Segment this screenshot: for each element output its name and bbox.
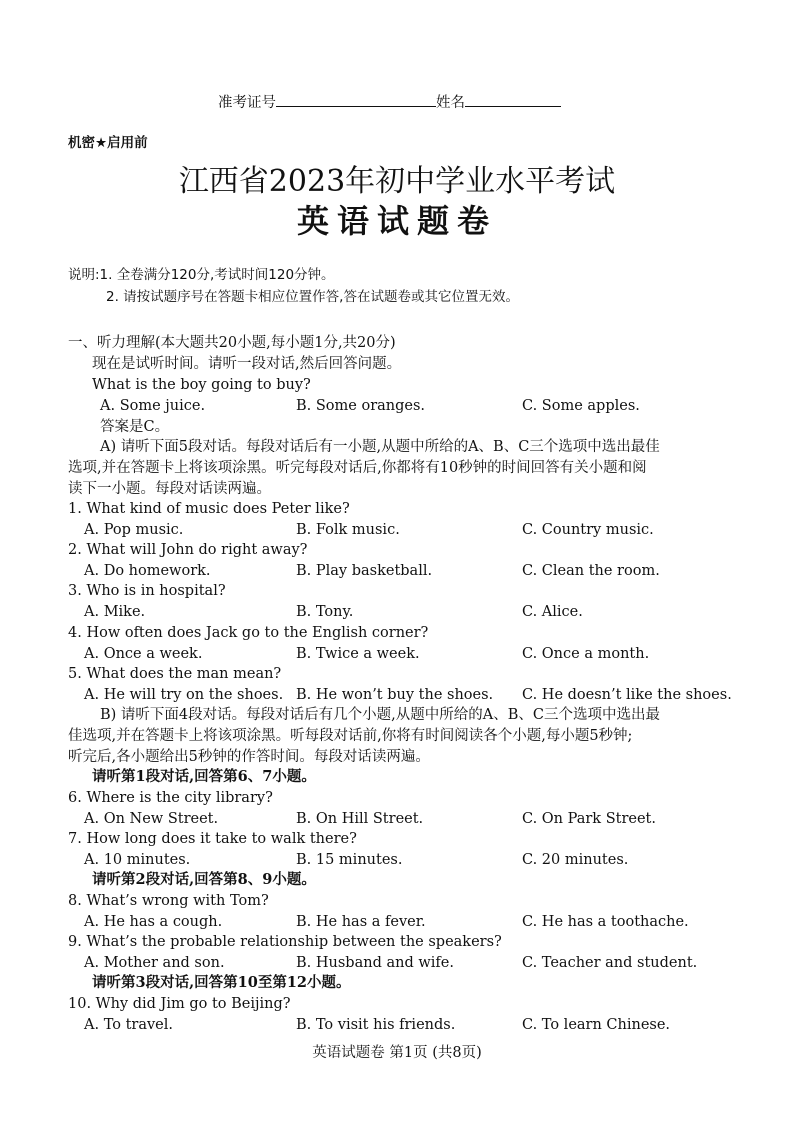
name-blank xyxy=(465,92,561,107)
q10-option-b: B. To visit his friends. xyxy=(296,1017,456,1033)
q9-option-b: B. Husband and wife. xyxy=(296,955,454,971)
confidential-mark: 机密★启用前 xyxy=(68,135,148,151)
question-1: 1. What kind of music does Peter like? xyxy=(68,501,350,517)
q7-option-a: A. 10 minutes. xyxy=(84,852,191,868)
question-5: 5. What does the man mean? xyxy=(68,666,282,682)
exam-subtitle: 英语试题卷 xyxy=(296,202,497,240)
partA-line-2: 选项,并在答题卡上将该项涂黑。听完每段对话后,你都将有10秒钟的时间回答有关小题和阅 xyxy=(68,460,647,476)
q6-option-b: B. On Hill Street. xyxy=(296,811,424,827)
q1-option-b: B. Folk music. xyxy=(296,522,400,538)
question-3: 3. Who is in hospital? xyxy=(68,583,226,599)
q3-option-c: C. Alice. xyxy=(522,604,583,620)
question-8: 8. What’s wrong with Tom? xyxy=(68,893,269,909)
dialog-1-instruction: 请听第1段对话,回答第6、7小题。 xyxy=(92,768,316,785)
example-option-a: A. Some juice. xyxy=(100,398,206,414)
q4-option-c: C. Once a month. xyxy=(522,646,650,662)
q4-option-a: A. Once a week. xyxy=(84,646,203,662)
section-intro: 现在是试听时间。请听一段对话,然后回答问题。 xyxy=(92,356,402,372)
partA-line-3: 读下一小题。每段对话读两遍。 xyxy=(68,481,271,497)
q2-option-c: C. Clean the room. xyxy=(522,563,660,579)
note-2: 2. 请按试题序号在答题卡相应位置作答,答在试题卷或其它位置无效。 xyxy=(106,289,519,305)
example-option-c: C. Some apples. xyxy=(522,398,640,414)
note-1: 说明:1. 全卷满分120分,考试时间120分钟。 xyxy=(68,267,335,283)
section-heading: 一、听力理解(本大题共20小题,每小题1分,共20分) xyxy=(68,335,396,351)
example-option-b: B. Some oranges. xyxy=(296,398,426,414)
exam-title: 江西省2023年初中学业水平考试 xyxy=(178,164,616,199)
q7-option-c: C. 20 minutes. xyxy=(522,852,629,868)
q5-option-a: A. He will try on the shoes. xyxy=(84,687,284,703)
question-2: 2. What will John do right away? xyxy=(68,542,308,558)
page-footer: 英语试题卷 第1页 (共8页) xyxy=(312,1045,482,1061)
header-fields xyxy=(218,92,561,112)
q2-option-b: B. Play basketball. xyxy=(296,563,433,579)
q3-option-a: A. Mike. xyxy=(84,604,146,620)
example-answer: 答案是C。 xyxy=(100,419,170,435)
dialog-3-instruction: 请听第3段对话,回答第10至第12小题。 xyxy=(92,974,351,991)
q8-option-a: A. He has a cough. xyxy=(84,914,223,930)
q4-option-b: B. Twice a week. xyxy=(296,646,420,662)
q9-option-c: C. Teacher and student. xyxy=(522,955,698,971)
q10-option-c: C. To learn Chinese. xyxy=(522,1017,671,1033)
q9-option-a: A. Mother and son. xyxy=(84,955,225,971)
q3-option-b: B. Tony. xyxy=(296,604,354,620)
q10-option-a: A. To travel. xyxy=(84,1017,173,1033)
exam-id-label: 准考证号 xyxy=(218,95,276,111)
q2-option-a: A. Do homework. xyxy=(84,563,211,579)
partB-line-2: 佳选项,并在答题卡上将该项涂黑。听每段对话前,你将有时间阅读各个小题,每小题5秒钟; xyxy=(68,728,633,744)
q5-option-b: B. He won’t buy the shoes. xyxy=(296,687,494,703)
q1-option-c: C. Country music. xyxy=(522,522,654,538)
question-6: 6. Where is the city library? xyxy=(68,790,273,806)
exam-id-blank xyxy=(276,92,436,107)
question-10: 10. Why did Jim go to Beijing? xyxy=(68,996,291,1012)
example-question: What is the boy going to buy? xyxy=(92,377,311,393)
partA-line-1: A) 请听下面5段对话。每段对话后有一小题,从题中所给的A、B、C三个选项中选出最佳 xyxy=(100,439,660,455)
question-9: 9. What’s the probable relationship between the speakers? xyxy=(68,934,502,950)
q6-option-c: C. On Park Street. xyxy=(522,811,656,827)
question-7: 7. How long does it take to walk there? xyxy=(68,831,357,847)
partB-line-1: B) 请听下面4段对话。每段对话后有几个小题,从题中所给的A、B、C三个选项中选出最 xyxy=(100,707,660,723)
q8-option-c: C. He has a toothache. xyxy=(522,914,689,930)
question-4: 4. How often does Jack go to the English corner? xyxy=(68,625,429,641)
q1-option-a: A. Pop music. xyxy=(84,522,184,538)
q7-option-b: B. 15 minutes. xyxy=(296,852,403,868)
q8-option-b: B. He has a fever. xyxy=(296,914,426,930)
name-label: 姓名 xyxy=(436,95,465,111)
dialog-2-instruction: 请听第2段对话,回答第8、9小题。 xyxy=(92,871,316,888)
q6-option-a: A. On New Street. xyxy=(84,811,219,827)
q5-option-c: C. He doesn’t like the shoes. xyxy=(522,687,732,703)
partB-line-3: 听完后,各小题给出5秒钟的作答时间。每段对话读两遍。 xyxy=(68,749,430,765)
